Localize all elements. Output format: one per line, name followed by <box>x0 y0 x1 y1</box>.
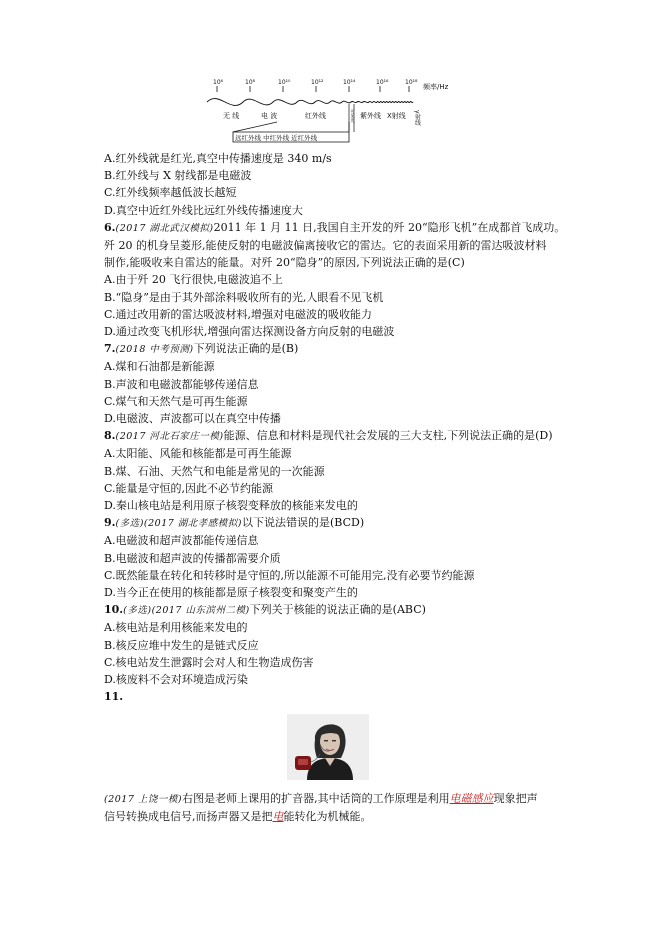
band-xray-label: X射线 <box>387 112 406 120</box>
q10-option-d: D.核废料不会对环境造成污染 <box>104 673 248 687</box>
q9-source: (2017 湖北孝感模拟) <box>143 518 243 530</box>
freq-tick-label: 10¹⁰ <box>278 79 291 86</box>
q8-option-b: B.煤、石油、天然气和电能是常见的一次能源 <box>104 464 325 478</box>
q11-answer-1: 电磁感应 <box>449 792 494 805</box>
q11-source: (2017 上饶一模) <box>104 794 183 805</box>
q7-option-d: D.电磁波、声波都可以在真空中传播 <box>104 412 281 426</box>
q6-option-c: C.通过改用新的雷达吸波材料,增强对电磁波的吸收能力 <box>104 307 373 321</box>
q11-text-4: 能转化为机械能。 <box>283 810 372 824</box>
q9-tag: (多选) <box>115 518 144 530</box>
freq-tick-label: 10⁶ <box>213 79 224 86</box>
q6-stem <box>104 219 574 237</box>
q7-option-b: B.声波和电磁波都能够传递信息 <box>104 377 259 391</box>
q8-option-a: A.太阳能、风能和核能都是可再生能源 <box>104 447 292 461</box>
q5-option-c: C.红外线频率越低波长越短 <box>104 186 237 200</box>
q11-header <box>104 688 574 705</box>
q11-text-2: 现象把声 <box>493 792 538 805</box>
freq-tick-label: 10¹² <box>311 79 324 86</box>
question-list <box>104 150 574 706</box>
q8-number: 8. <box>104 429 116 443</box>
q6-stem-text-1: 2011 年 1 月 11 日,我国自主开发的歼 20“隐形飞机”在成都首飞成功。 <box>213 220 566 234</box>
q10-option-c: C.核电站发生泄露时会对人和生物造成伤害 <box>104 655 314 669</box>
q7-option-a: A.煤和石油都是新能源 <box>104 360 215 374</box>
q8-stem <box>104 427 574 445</box>
q8-source: (2017 河北石家庄一模) <box>115 431 224 443</box>
q5-option-d: D.真空中近红外线比远红外线传播速度大 <box>104 203 303 217</box>
q9-option-d: D.当今正在使用的核能都是原子核裂变和聚变产生的 <box>104 586 358 600</box>
q11-body <box>104 790 574 825</box>
q6-source: (2017 湖北武汉模拟) <box>115 222 214 234</box>
q11-text-3: 信号转换成电信号,而扬声器又是把 <box>104 810 273 824</box>
q10-number: 10. <box>104 603 124 617</box>
q8-option-d: D.秦山核电站是利用原子核裂变释放的核能来发电的 <box>104 499 358 513</box>
q8-option-c: C.能量是守恒的,因此不必节约能源 <box>104 481 274 495</box>
q9-option-b: B.电磁波和超声波的传播都需要介质 <box>104 551 281 565</box>
freq-tick-label: 10¹⁸ <box>405 79 418 86</box>
q7-stem <box>104 340 574 358</box>
freq-tick-label: 10⁸ <box>245 79 256 86</box>
q7-source: (2018 中考预测) <box>115 344 194 356</box>
q10-source: (2017 山东滨州二模) <box>151 605 250 617</box>
band-uv-label: 紫外线 <box>360 112 381 120</box>
q11-answer-2: 电 <box>272 810 284 824</box>
q7-option-c: C.煤气和天然气是可再生能源 <box>104 394 248 408</box>
ir-subband-label: 远红外线 中红外线 近红外线 <box>235 134 318 142</box>
q8-stem-text: 能源、信息和材料是现代社会发展的三大支柱,下列说法正确的是(D) <box>223 429 553 443</box>
band-gamma-label: γ射线 <box>413 110 421 126</box>
q5-option-a: A.红外线就是红光,真空中传播速度是 340 m/s <box>104 152 332 165</box>
freq-ticks <box>217 86 409 92</box>
q6-stem-text-2: 歼 20 的机身呈菱形,能使反射的电磁波偏离接收它的雷达。它的表面采用新的雷达吸波材料 <box>104 239 547 253</box>
freq-tick-label: 10¹⁶ <box>376 79 389 86</box>
teacher-photo-illustration <box>287 714 369 780</box>
q9-stem-text: 以下说法错误的是(BCD) <box>242 516 365 530</box>
q10-tag: (多选) <box>123 605 152 617</box>
q9-option-a: A.电磁波和超声波都能传递信息 <box>104 534 259 548</box>
q7-number: 7. <box>104 342 116 356</box>
q6-number: 6. <box>104 220 116 234</box>
q6-option-a: A.由于歼 20 飞行很快,电磁波追不上 <box>104 273 283 287</box>
q7-stem-text: 下列说法正确的是(B) <box>193 342 299 356</box>
em-spectrum-diagram <box>205 76 467 150</box>
q10-stem-text: 下列关于核能的说法正确的是(ABC) <box>249 603 426 617</box>
q9-number: 9. <box>104 516 116 530</box>
q11-text-1: 右图是老师上课用的扩音器,其中话筒的工作原理是利用 <box>182 792 450 805</box>
band-visible-label: 可见光 <box>349 109 355 123</box>
q5-option-b: B.红外线与 X 射线都是电磁波 <box>104 169 252 183</box>
band-wave-label: 电 波 <box>261 112 278 120</box>
em-spectrum-figure <box>205 76 467 150</box>
band-radio-label: 无 线 <box>223 112 240 120</box>
q10-option-b: B.核反应堆中发生的是链式反应 <box>104 638 259 652</box>
freq-tick-label: 10¹⁴ <box>343 79 356 86</box>
q10-option-a: A.核电站是利用核能来发电的 <box>104 621 248 635</box>
q6-option-b: B.“隐身”是由于其外部涂料吸收所有的光,人眼看不见飞机 <box>104 290 384 304</box>
freq-unit-label: 频率/Hz <box>423 83 449 91</box>
q11-number: 11. <box>104 690 124 704</box>
q6-option-d: D.通过改变飞机形状,增强向雷达探测设备方向反射的电磁波 <box>104 325 395 339</box>
q6-stem-text-3: 制作,能吸收来自雷达的能量。对歼 20“隐身”的原因,下列说法正确的是(C) <box>104 256 465 270</box>
teacher-amplifier-photo <box>287 714 369 780</box>
q9-stem <box>104 514 574 532</box>
q10-stem <box>104 601 574 619</box>
band-infrared-label: 红外线 <box>305 112 326 120</box>
wave-curve <box>207 99 413 106</box>
q9-option-c: C.既然能量在转化和转移时是守恒的,所以能源不可能用完,没有必要节约能源 <box>104 568 475 582</box>
